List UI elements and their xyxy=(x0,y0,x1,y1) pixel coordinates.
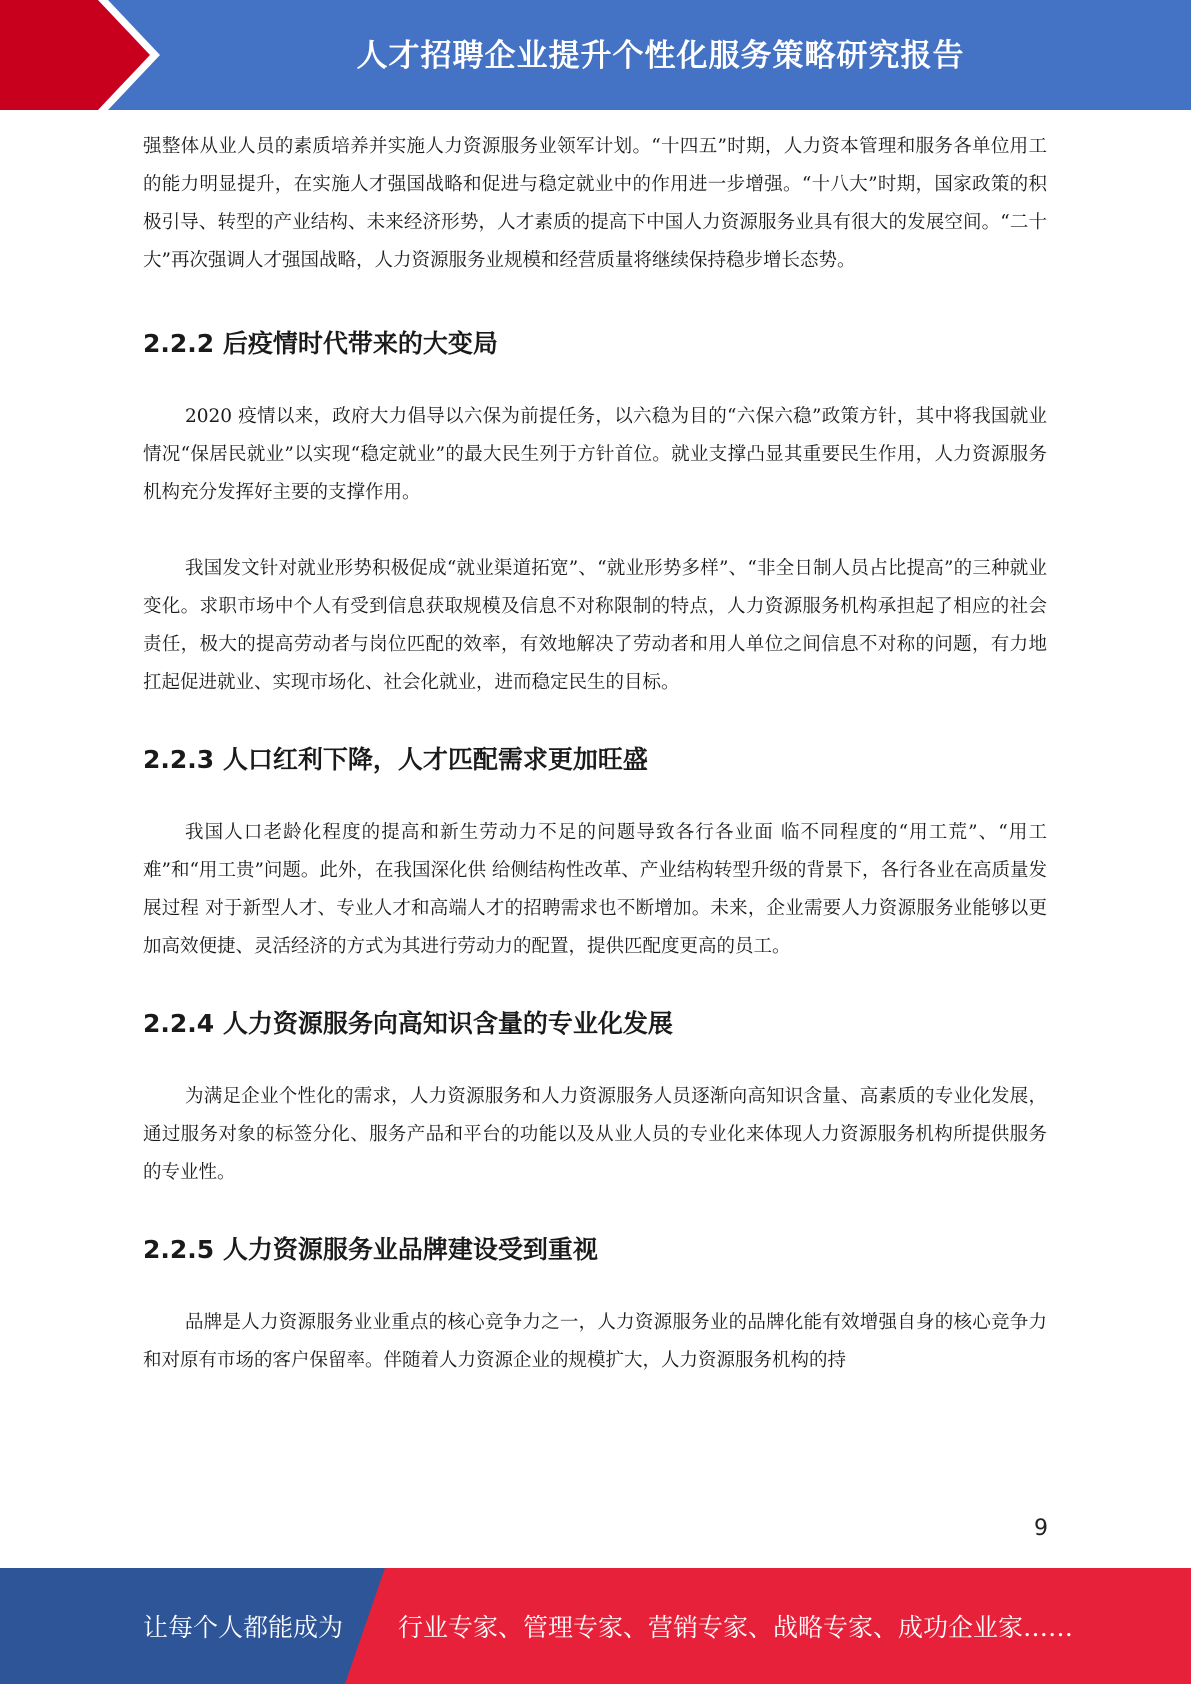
section-2-2-5-paragraph-1: 品牌是人力资源服务业业重点的核心竞争力之一，人力资源服务业的品牌化能有效增强自身的核心竞争力和对原有市场的客户保留率。伴随着人力资源企业的规模扩大，人力资源服务机构的持 xyxy=(143,1312,1047,1371)
footer-slogan-right: 行业专家、管理专家、营销专家、战略专家、成功企业家…… xyxy=(398,1613,1074,1642)
footer-slogan-left: 让每个人都能成为 xyxy=(143,1613,344,1642)
document-body xyxy=(143,128,1047,1380)
section-heading-2-2-4: 2.2.4 人力资源服务向高知识含量的专业化发展 xyxy=(143,1009,673,1038)
section-heading-2-2-2: 2.2.2 后疫情时代带来的大变局 xyxy=(143,329,498,358)
page-header xyxy=(0,0,1191,110)
section-2-2-2-paragraph-1: 2020 疫情以来，政府大力倡导以六保为前提任务，以六稳为目的“六保六稳”政策方针，其中将我国就业情况“保居民就业”以实现“稳定就业”的最大民生列于方针首位。就业支撑凸显其重要民生作用，人力资源服务机构充分发挥好主要的支撑作用。 xyxy=(143,406,1047,503)
section-2-2-4-paragraph-1: 为满足企业个性化的需求，人力资源服务和人力资源服务人员逐渐向高知识含量、高素质的专业化发展，通过服务对象的标签分化、服务产品和平台的功能以及从业人员的专业化来体现人力资源服务机构所提供服务的专业性。 xyxy=(143,1086,1047,1183)
section-2-2-3-paragraph-1: 我国人口老龄化程度的提高和新生劳动力不足的问题导致各行各业面 临不同程度的“用工荒”、“用工难”和“用工贵”问题。此外，在我国深化供 给侧结构性改革、产业结构转型升级的背景下，各行各业在高质量发展过程 对于新型人才、专业人才和高端人才的招聘需求也不断增加。未来，企业需要人力资源服务业能够以更加高效便捷、灵活经济的方式为其进行劳动力的配置，提供匹配度更高的员工。 xyxy=(143,822,1047,957)
header-title: 人才招聘企业提升个性化服务策略研究报告 xyxy=(356,37,965,74)
page-footer xyxy=(0,1568,1191,1684)
intro-paragraph: 强整体从业人员的素质培养并实施人力资源服务业领军计划。“十四五”时期，人力资本管理和服务各单位用工的能力明显提升，在实施人才强国战略和促进与稳定就业中的作用进一步增强。“十八大”时期，国家政策的积极引导、转型的产业结构、未来经济形势，人才素质的提高下中国人力资源服务业具有很大的发展空间。“二十大”再次强调人才强国战略，人力资源服务业规模和经营质量将继续保持稳步增长态势。 xyxy=(143,136,1047,271)
page-number: 9 xyxy=(1034,1516,1048,1541)
section-2-2-2-paragraph-2: 我国发文针对就业形势积极促成“就业渠道拓宽”、“就业形势多样”、“非全日制人员占比提高”的三种就业变化。求职市场中个人有受到信息获取规模及信息不对称限制的特点，人力资源服务机构承担起了相应的社会责任，极大的提高劳动者与岗位匹配的效率，有效地解决了劳动者和用人单位之间信息不对称的问题，有力地扛起促进就业、实现市场化、社会化就业，进而稳定民生的目标。 xyxy=(143,558,1047,693)
section-heading-2-2-5: 2.2.5 人力资源服务业品牌建设受到重视 xyxy=(143,1235,598,1264)
section-heading-2-2-3: 2.2.3 人口红利下降，人才匹配需求更加旺盛 xyxy=(143,745,648,774)
